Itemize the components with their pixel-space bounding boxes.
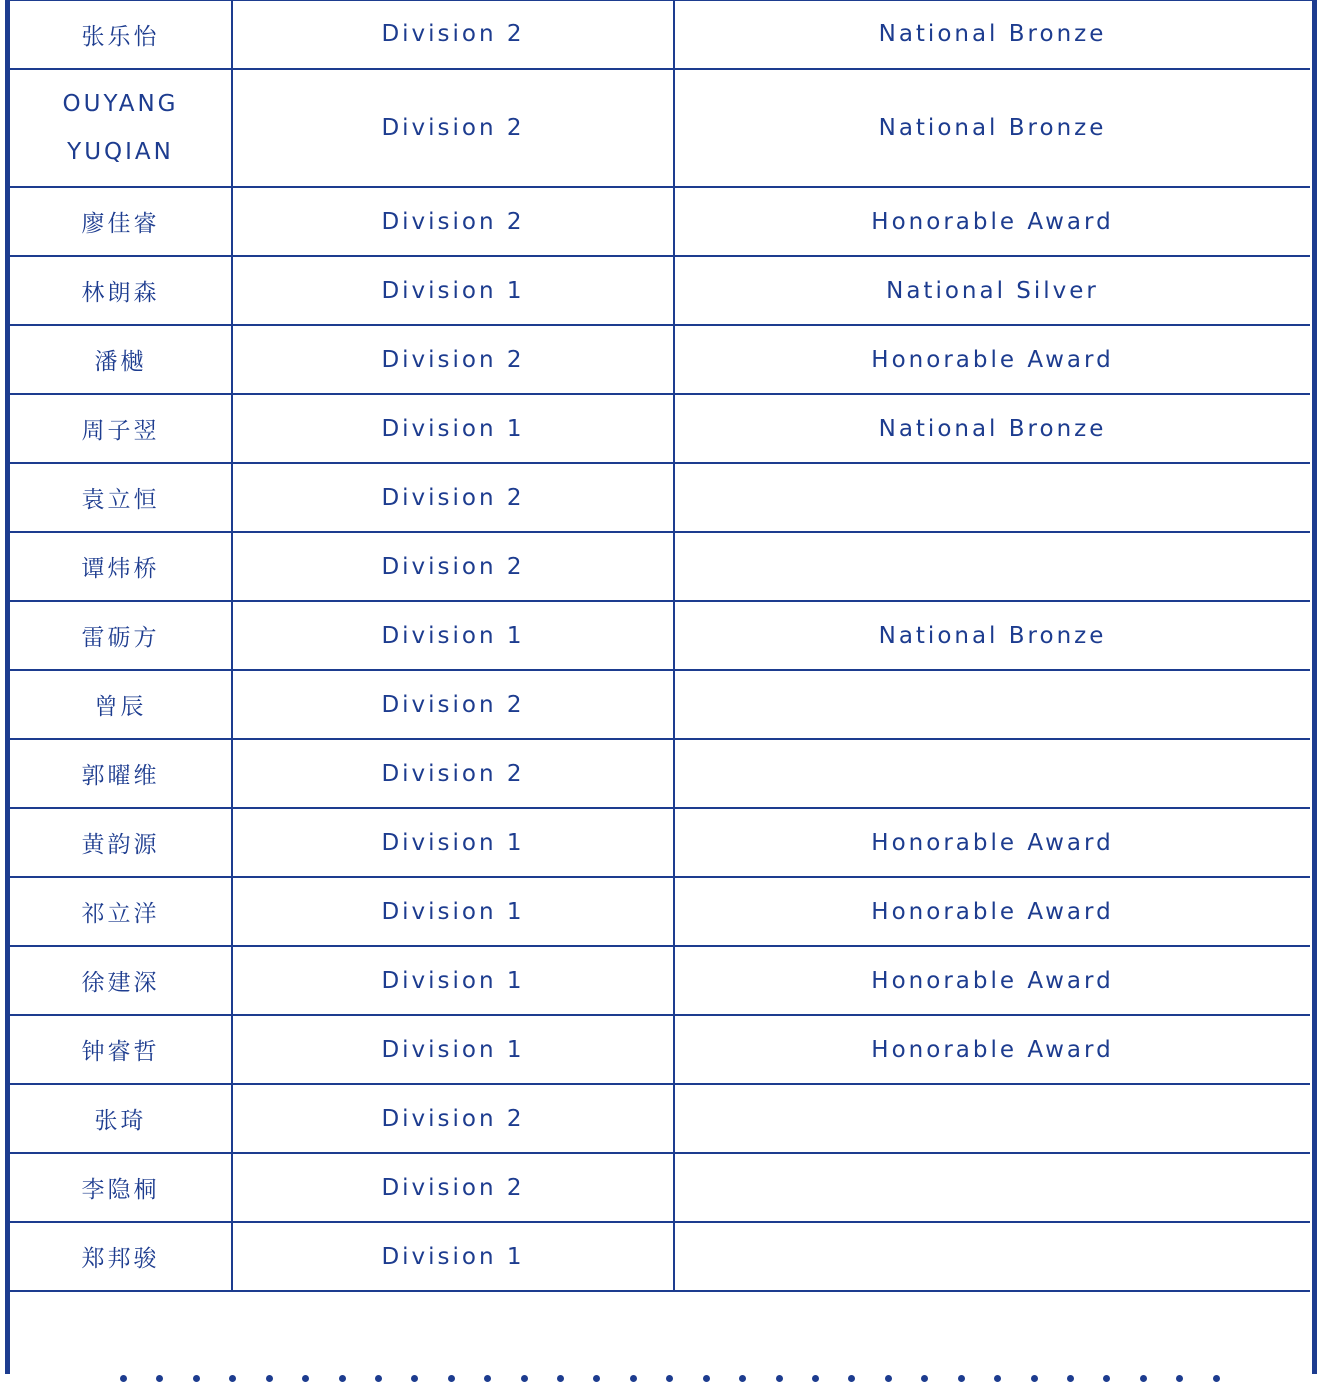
dot-ornament bbox=[266, 1375, 273, 1382]
dot-ornament bbox=[666, 1375, 673, 1382]
table-row bbox=[10, 946, 1310, 1015]
division-cell: Division 2 bbox=[232, 0, 674, 69]
student-name-cell: 廖佳睿 bbox=[10, 187, 232, 256]
division-cell: Division 1 bbox=[232, 877, 674, 946]
dot-ornament bbox=[229, 1375, 236, 1382]
student-name-cell: 周子翌 bbox=[10, 394, 232, 463]
division-cell: Division 2 bbox=[232, 325, 674, 394]
award-cell: National Bronze bbox=[674, 69, 1310, 187]
student-name-cell: 张乐怡 bbox=[10, 0, 232, 69]
dot-ornament bbox=[484, 1375, 491, 1382]
table-row bbox=[10, 187, 1310, 256]
division-cell: Division 1 bbox=[232, 1222, 674, 1291]
dot-ornament bbox=[302, 1375, 309, 1382]
table-row bbox=[10, 1015, 1310, 1084]
award-cell bbox=[674, 670, 1310, 739]
dot-ornament bbox=[1103, 1375, 1110, 1382]
dot-ornament bbox=[739, 1375, 746, 1382]
dot-ornament bbox=[557, 1375, 564, 1382]
student-name-cell: 林朗森 bbox=[10, 256, 232, 325]
dot-ornament bbox=[521, 1375, 528, 1382]
dot-ornament bbox=[593, 1375, 600, 1382]
award-cell: Honorable Award bbox=[674, 946, 1310, 1015]
award-cell bbox=[674, 1084, 1310, 1153]
table-row bbox=[10, 394, 1310, 463]
award-cell: National Bronze bbox=[674, 394, 1310, 463]
dot-ornament bbox=[812, 1375, 819, 1382]
award-cell: Honorable Award bbox=[674, 877, 1310, 946]
dot-ornament bbox=[994, 1375, 1001, 1382]
table-row bbox=[10, 463, 1310, 532]
award-cell bbox=[674, 1222, 1310, 1291]
results-table bbox=[10, 0, 1310, 1292]
division-cell: Division 1 bbox=[232, 946, 674, 1015]
award-cell: National Bronze bbox=[674, 601, 1310, 670]
division-cell: Division 2 bbox=[232, 1153, 674, 1222]
dot-ornament bbox=[1140, 1375, 1147, 1382]
award-cell bbox=[674, 1153, 1310, 1222]
division-cell: Division 2 bbox=[232, 739, 674, 808]
student-name-cell: 郑邦骏 bbox=[10, 1222, 232, 1291]
student-name-cell: 谭炜桥 bbox=[10, 532, 232, 601]
dot-ornament bbox=[776, 1375, 783, 1382]
division-cell: Division 1 bbox=[232, 808, 674, 877]
student-name-cell: 徐建深 bbox=[10, 946, 232, 1015]
award-cell: Honorable Award bbox=[674, 1015, 1310, 1084]
division-cell: Division 2 bbox=[232, 532, 674, 601]
table-row bbox=[10, 808, 1310, 877]
dot-ornament bbox=[339, 1375, 346, 1382]
dot-ornament bbox=[958, 1375, 965, 1382]
award-cell: Honorable Award bbox=[674, 187, 1310, 256]
dot-ornament bbox=[120, 1375, 127, 1382]
dot-ornament bbox=[885, 1375, 892, 1382]
student-name-cell: 黄韵源 bbox=[10, 808, 232, 877]
table-row bbox=[10, 601, 1310, 670]
dot-ornament bbox=[1213, 1375, 1220, 1382]
table-row bbox=[10, 1222, 1310, 1291]
award-cell bbox=[674, 739, 1310, 808]
student-name-cell: 袁立恒 bbox=[10, 463, 232, 532]
table-row bbox=[10, 1084, 1310, 1153]
dot-ornament bbox=[1067, 1375, 1074, 1382]
dot-ornament bbox=[703, 1375, 710, 1382]
division-cell: Division 1 bbox=[232, 394, 674, 463]
table-row bbox=[10, 69, 1310, 187]
dot-ornament bbox=[448, 1375, 455, 1382]
dot-ornament bbox=[156, 1375, 163, 1382]
table-row bbox=[10, 670, 1310, 739]
table-row bbox=[10, 1153, 1310, 1222]
table-row bbox=[10, 739, 1310, 808]
division-cell: Division 1 bbox=[232, 1015, 674, 1084]
student-name-cell: 祁立洋 bbox=[10, 877, 232, 946]
student-name-cell: 张琦 bbox=[10, 1084, 232, 1153]
award-cell: National Silver bbox=[674, 256, 1310, 325]
table-row bbox=[10, 532, 1310, 601]
division-cell: Division 2 bbox=[232, 69, 674, 187]
student-name-cell: 郭曜维 bbox=[10, 739, 232, 808]
dot-ornament bbox=[193, 1375, 200, 1382]
division-cell: Division 2 bbox=[232, 187, 674, 256]
dot-ornament bbox=[921, 1375, 928, 1382]
division-cell: Division 2 bbox=[232, 670, 674, 739]
table-row bbox=[10, 0, 1310, 69]
decorative-dot-border bbox=[120, 1375, 1220, 1380]
student-name-cell: OUYANG YUQIAN bbox=[10, 69, 232, 187]
award-cell bbox=[674, 463, 1310, 532]
table-row bbox=[10, 877, 1310, 946]
dot-ornament bbox=[411, 1375, 418, 1382]
table-row bbox=[10, 256, 1310, 325]
division-cell: Division 2 bbox=[232, 1084, 674, 1153]
award-cell: Honorable Award bbox=[674, 325, 1310, 394]
dot-ornament bbox=[848, 1375, 855, 1382]
student-name-cell: 钟睿哲 bbox=[10, 1015, 232, 1084]
dot-ornament bbox=[375, 1375, 382, 1382]
student-name-cell: 雷砺方 bbox=[10, 601, 232, 670]
student-name-cell: 潘樾 bbox=[10, 325, 232, 394]
dot-ornament bbox=[1176, 1375, 1183, 1382]
student-name-cell: 李隐桐 bbox=[10, 1153, 232, 1222]
award-cell: National Bronze bbox=[674, 0, 1310, 69]
division-cell: Division 1 bbox=[232, 601, 674, 670]
award-cell bbox=[674, 532, 1310, 601]
table-row bbox=[10, 325, 1310, 394]
award-cell: Honorable Award bbox=[674, 808, 1310, 877]
division-cell: Division 1 bbox=[232, 256, 674, 325]
student-name-cell: 曾辰 bbox=[10, 670, 232, 739]
division-cell: Division 2 bbox=[232, 463, 674, 532]
dot-ornament bbox=[1031, 1375, 1038, 1382]
dot-ornament bbox=[630, 1375, 637, 1382]
